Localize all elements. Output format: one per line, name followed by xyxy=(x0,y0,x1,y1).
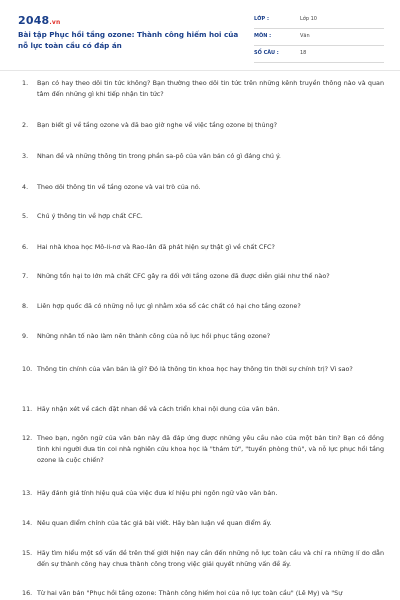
question-number: 5. xyxy=(22,212,29,220)
question-text: Nhan đề và những thông tin trong phần sa-pô của văn bản có gì đáng chú ý. xyxy=(37,152,281,160)
question-text: Nêu quan điểm chính của tác giả bài viết. Hãy bàn luận về quan điểm ấy. xyxy=(37,519,272,527)
question-item xyxy=(18,211,384,222)
question-number: 16. xyxy=(22,589,33,597)
question-number: 13. xyxy=(22,489,33,497)
meta-value: Văn xyxy=(300,33,310,39)
question-number: 1. xyxy=(22,79,29,87)
question-item xyxy=(18,518,384,529)
question-item xyxy=(18,404,384,415)
question-item xyxy=(18,120,384,131)
question-number: 4. xyxy=(22,183,29,191)
question-text: Chú ý thông tin về hợp chất CFC. xyxy=(37,212,143,220)
question-item xyxy=(18,488,384,499)
meta-row-subject xyxy=(254,29,384,46)
question-text: Theo bạn, ngôn ngữ của văn bản này đã đáp ứng được những yêu cầu nào của một bản tin? Bạn có đồng tình khi người đưa tin coi nhà nghiên cứu khoa học là "thám tử", "tuyến phòng thủ", và nỗ lực phục hồi tầng ozone là cuộc chiến? xyxy=(37,434,384,465)
question-text: Hãy tìm hiểu một số vấn đề trên thế giới hiện nay cần đến những nỗ lực toàn cầu và chỉ ra những lí do dẫn đến sự thành công hay chưa thành công trong việc giải quyết những vấn đề ấy. xyxy=(37,549,384,569)
question-item xyxy=(18,331,384,342)
question-text: Hãy đánh giá tính hiệu quả của việc đưa kí hiệu phi ngôn ngữ vào văn bản. xyxy=(37,489,278,497)
document-header xyxy=(18,12,384,64)
question-text: Bạn biết gì về tầng ozone và đã bao giờ nghe về việc tầng ozone bị thủng? xyxy=(37,121,278,129)
meta-value: 18 xyxy=(300,50,307,56)
question-item xyxy=(18,433,384,467)
question-item xyxy=(18,364,384,375)
meta-row-question-count xyxy=(254,46,384,63)
question-item xyxy=(18,588,384,599)
question-text: Từ hai văn bản "Phục hồi tầng ozone: Thành công hiếm hoi của nỗ lực toàn cầu" (Lê My) và "Sự xyxy=(37,589,343,597)
question-text: Bạn có hay theo dõi tin tức không? Bạn thường theo dõi tin tức trên những kênh truyền thông nào và quan tâm đến những gì khi tiếp nhận tin tức? xyxy=(37,79,384,99)
question-item xyxy=(18,151,384,162)
question-number: 7. xyxy=(22,272,29,280)
meta-label: LỚP : xyxy=(254,16,269,22)
logo-domain: .vn xyxy=(49,19,61,26)
question-number: 3. xyxy=(22,152,29,160)
header-divider xyxy=(0,70,400,71)
question-text: Hai nhà khoa học Mô-li-nơ và Rao-lân đã phát hiện sự thật gì về chất CFC? xyxy=(37,243,275,251)
question-item xyxy=(18,271,384,282)
question-text: Thông tin chính của văn bản là gì? Đó là thông tin khoa học hay thông tin thời sự chính trị? Vì sao? xyxy=(37,365,353,373)
page-title: Bài tập Phục hồi tầng ozone: Thành công hiếm hoi của nỗ lực toàn cầu có đáp án xyxy=(18,30,239,50)
question-number: 10. xyxy=(22,365,33,373)
question-number: 11. xyxy=(22,405,33,413)
site-logo[interactable] xyxy=(18,14,60,27)
question-item xyxy=(18,78,384,100)
meta-row-class xyxy=(254,12,384,29)
question-text: Theo dõi thông tin về tầng ozone và vai trò của nó. xyxy=(37,183,201,191)
question-number: 14. xyxy=(22,519,33,527)
question-item xyxy=(18,548,384,570)
meta-value: Lớp 10 xyxy=(300,16,317,22)
question-number: 12. xyxy=(22,434,33,442)
question-item xyxy=(18,182,384,193)
question-number: 6. xyxy=(22,243,29,251)
question-item xyxy=(18,242,384,253)
question-text: Những tổn hại to lớn mà chất CFC gây ra đối với tầng ozone đã được diễn giải như thế nào? xyxy=(37,272,330,280)
question-item xyxy=(18,301,384,312)
question-text: Những nhân tố nào làm nên thành công của nỗ lực hồi phục tầng ozone? xyxy=(37,332,271,340)
question-text: Hãy nhận xét về cách đặt nhan đề và cách triển khai nội dung của văn bản. xyxy=(37,405,280,413)
question-number: 15. xyxy=(22,549,33,557)
question-number: 9. xyxy=(22,332,29,340)
question-number: 2. xyxy=(22,121,29,129)
logo-number: 2048 xyxy=(18,14,50,27)
question-text: Liên hợp quốc đã có những nỗ lực gì nhằm xóa sổ các chất có hại cho tầng ozone? xyxy=(37,302,301,310)
question-number: 8. xyxy=(22,302,29,310)
meta-label: MÔN : xyxy=(254,33,272,39)
meta-label: SỐ CÂU : xyxy=(254,50,279,56)
meta-info xyxy=(254,12,384,63)
